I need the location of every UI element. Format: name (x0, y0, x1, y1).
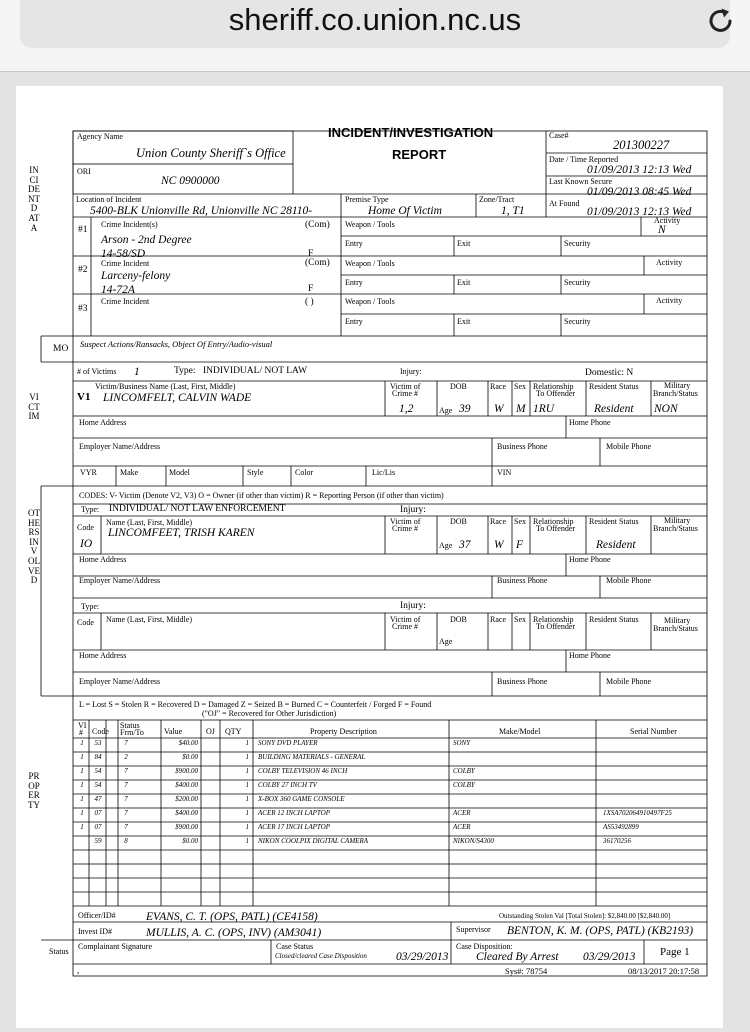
property-cell-qty: 1 (245, 739, 249, 747)
property-cell-desc: SONY DVD PLAYER (258, 739, 318, 747)
side-label-others-involved: OTHERSINVOLVED (28, 508, 40, 586)
victim-race-label: Race (490, 382, 506, 391)
others-race-label-2: Race (490, 615, 506, 624)
crime-2-number: #2 (78, 265, 88, 275)
property-cell-make: COLBY (453, 781, 475, 789)
victim-home-address-label: Home Address (79, 418, 127, 427)
officer-label: Officer/ID# (78, 911, 116, 920)
others-voc-label2-2: Crime # (392, 622, 418, 631)
invest-value: MULLIS, A. C. (OPS, INV) (AM3041) (146, 927, 322, 939)
others-name-label-1: Name (Last, First, Middle) (106, 518, 192, 527)
property-cell-desc: ACER 12 INCH LAPTOP (258, 809, 331, 817)
case-status-label: Case Status (276, 942, 314, 951)
others-injury-label-1: Injury: (400, 505, 426, 515)
crime-3-entry-label: Entry (345, 317, 363, 326)
outstanding-stolen: Outstanding Stolen Val [Total Stolen]: $2,840.00 [$2,840.00] (499, 912, 671, 920)
others-name-label-2: Name (Last, First, Middle) (106, 615, 192, 624)
property-cell-code: 84 (94, 753, 102, 761)
crime-3-security-label: Security (564, 317, 591, 326)
col-qty: QTY (225, 727, 242, 736)
property-cell-code: 53 (94, 739, 102, 747)
vehicle-color-label: Color (295, 468, 314, 477)
property-cell-desc: COLBY TELEVISION 46 INCH (258, 767, 348, 775)
property-cell-qty: 1 (245, 809, 249, 817)
url-text[interactable]: sheriff.co.union.nc.us (228, 2, 522, 37)
footer-comma: , (77, 965, 80, 975)
victim-sex: M (516, 403, 526, 415)
property-cell-value: $400.00 (175, 809, 198, 817)
crime-2-label: Crime Incident (101, 259, 150, 268)
crime-1-exit-label: Exit (457, 239, 471, 248)
crime-2-weapon-label: Weapon / Tools (345, 259, 395, 268)
victim-type-label: Type: (174, 366, 196, 376)
found-value: 01/09/2013 12:13 Wed (587, 206, 692, 218)
reported-label: Date / Time Reported (549, 155, 619, 164)
crime-1-label: Crime Incident(s) (101, 220, 158, 229)
property-cell-status: 7 (124, 739, 128, 747)
others-race-label-1: Race (490, 517, 506, 526)
property-cell-qty: 1 (245, 767, 249, 775)
ori-value: NC 0900000 (161, 175, 220, 187)
victim-sex-label: Sex (514, 382, 526, 391)
property-cell-vi: 1 (80, 795, 84, 803)
victim-business-phone-label: Business Phone (497, 442, 548, 451)
crime-2-com: (Com) (305, 258, 330, 268)
disposition-value: Cleared By Arrest (476, 951, 559, 963)
victim-count-label: # of Victims (77, 367, 117, 376)
agency-name: Union County Sheriff`s Office (136, 146, 286, 160)
printed-timestamp: 08/13/2017 20:17:58 (628, 966, 700, 976)
crime-1-security-label: Security (564, 239, 591, 248)
others-age-label-2: Age (439, 637, 453, 646)
complainant-signature-label: Complainant Signature (78, 942, 152, 951)
others-code-label-2: Code (77, 618, 94, 627)
victim-domestic: Domestic: N (585, 368, 634, 378)
crime-1-weapon-label: Weapon / Tools (345, 220, 395, 229)
crime-2-f: F (308, 284, 314, 294)
victim-mobile-phone-label: Mobile Phone (606, 442, 652, 451)
crime-3-weapon-label: Weapon / Tools (345, 297, 395, 306)
others-res-label-2: Resident Status (589, 615, 639, 624)
others-rel-label1-2: Relationship (533, 615, 574, 624)
victim-injury-label: Injury: (400, 367, 422, 376)
others-mil-label1-2: Military (664, 616, 691, 625)
premise-value: Home Of Victim (368, 205, 442, 217)
others-type-1: INDIVIDUAL/ NOT LAW ENFORCEMENT (109, 504, 286, 514)
location-value: 5400-BLK Unionville Rd, Unionville NC 28110- (90, 205, 313, 217)
col-make-model: Make/Model (499, 727, 541, 736)
premise-label: Premise Type (345, 195, 389, 204)
col-vi-2: # (79, 728, 83, 737)
crime-3-number: #3 (78, 304, 88, 314)
others-type-label-2: Type: (81, 602, 100, 611)
property-cell-value: $200.00 (175, 795, 198, 803)
side-label-victim: VICTIM (28, 392, 40, 422)
victim-res-label: Resident Status (589, 382, 639, 391)
property-cell-qty: 1 (245, 823, 249, 831)
crime-2-code: 14-72A (101, 284, 135, 296)
ori-label: ORI (77, 167, 91, 176)
property-cell-code: 59 (94, 837, 102, 845)
disposition-date: 03/29/2013 (583, 951, 636, 963)
vehicle-model-label: Model (169, 468, 190, 477)
victim-rel: 1RU (533, 403, 555, 415)
others-mobile-phone-label-1: Mobile Phone (606, 576, 652, 585)
victim-race: W (494, 403, 504, 415)
property-cell-make: ACER (453, 823, 471, 831)
property-cell-serial: 36170256 (603, 837, 631, 845)
victim-v1: V1 (77, 391, 91, 403)
sys-number: Sys#: 78754 (505, 966, 548, 976)
vehicle-liclis-label: Lic/Lis (372, 468, 396, 477)
supervisor-label: Supervisor (456, 925, 491, 934)
others-rel-label1-1: Relationship (533, 517, 574, 526)
property-cell-status: 8 (124, 837, 128, 845)
invest-label: Invest ID# (78, 927, 112, 936)
property-cell-vi: 1 (80, 781, 84, 789)
others-mil-label1-1: Military (664, 516, 691, 525)
property-cell-vi: 1 (80, 823, 84, 831)
victim-employer-label: Employer Name/Address (79, 442, 161, 451)
others-home-phone-label-2: Home Phone (569, 651, 611, 660)
others-home-phone-label-1: Home Phone (569, 555, 611, 564)
others-code-label-1: Code (77, 523, 94, 532)
others-business-phone-label-2: Business Phone (497, 677, 548, 686)
crime-1-f: F (308, 249, 314, 259)
crime-1-entry-label: Entry (345, 239, 363, 248)
victim-rel-label1: Relationship (533, 382, 574, 391)
others-codes: CODES: V- Victim (Denote V2, V3) O = Owner (if other than victim) R = Reporting Person (if other than victim) (79, 491, 444, 500)
property-cell-status: 7 (124, 809, 128, 817)
page-number: Page 1 (660, 946, 690, 958)
others-business-phone-label-1: Business Phone (497, 576, 548, 585)
others-mil-label2-1: Branch/Status (653, 524, 698, 533)
browser-toolbar (0, 0, 750, 72)
address-bar[interactable] (20, 0, 730, 48)
col-serial: Serial Number (630, 727, 677, 736)
location-label: Location of Incident (76, 195, 142, 204)
others-sex-label-1: Sex (514, 517, 526, 526)
mo-text: Suspect Actions/Ransacks, Object Of Entry/Audio-visual (80, 339, 273, 349)
found-label: At Found (549, 199, 580, 208)
others-home-address-label-1: Home Address (79, 555, 127, 564)
property-cell-qty: 1 (245, 781, 249, 789)
property-cell-status: 7 (124, 795, 128, 803)
property-cell-vi: 1 (80, 809, 84, 817)
property-cell-status: 2 (124, 753, 128, 761)
others-voc-label1-1: Victim of (390, 517, 421, 526)
others-name-1: LINCOMFEET, TRISH KAREN (108, 527, 255, 539)
crime-2-entry-label: Entry (345, 278, 363, 287)
side-label-mo: MO (53, 344, 69, 354)
victim-mil-label1: Military (664, 381, 691, 390)
victim-voc: 1,2 (399, 403, 414, 415)
side-label-property: PROPERTY (28, 771, 40, 810)
crime-1-activity-label: Activity (654, 216, 681, 225)
crime-1-code: 14-58/SD (101, 248, 146, 260)
property-cell-qty: 1 (245, 795, 249, 803)
col-vi-1: VI (78, 721, 87, 730)
others-age-label-1: Age (439, 541, 453, 550)
others-res-1: Resident (596, 539, 636, 551)
others-race-1: W (494, 539, 504, 551)
col-value: Value (164, 727, 183, 736)
victim-name-label: Victim/Business Name (Last, First, Middle) (95, 382, 236, 391)
victim-count: 1 (134, 366, 140, 378)
property-cell-value: $400.00 (175, 781, 198, 789)
victim-type: INDIVIDUAL/ NOT LAW (203, 366, 308, 376)
property-cell-code: 07 (94, 823, 102, 831)
victim-name: LINCOMFELT, CALVIN WADE (103, 392, 252, 404)
property-legend-oj: ("OJ" = Recovered for Other Jurisdiction) (202, 709, 337, 718)
others-type-label-1: Type: (81, 505, 100, 514)
property-cell-make: ACER (453, 809, 471, 817)
property-cell-status: 7 (124, 767, 128, 775)
property-cell-value: $40.00 (178, 739, 198, 747)
property-cell-desc: NIKON COOLPIX DIGITAL CAMERA (258, 837, 368, 845)
property-legend: L = Lost S = Stolen R = Recovered D = Damaged Z = Seized B = Burned C = Counterfeit / Forged F = Found (79, 700, 432, 709)
case-status-value: Closed/cleared Case Disposition (275, 952, 367, 960)
property-cell-value: $900.00 (175, 823, 198, 831)
property-cell-serial: 1XSA702064910497F25 (603, 809, 672, 817)
reload-icon[interactable] (703, 2, 739, 38)
victim-rel-label2: To Offender (536, 389, 576, 398)
property-cell-qty: 1 (245, 837, 249, 845)
report-page (16, 86, 723, 1028)
crime-2-activity-label: Activity (656, 258, 683, 267)
secure-label: Last Known Secure (549, 177, 613, 186)
crime-2-name: Larceny-felony (101, 270, 171, 282)
case-label: Case# (549, 131, 569, 140)
others-sex-1: F (516, 539, 524, 551)
zone-label: Zone/Tract (479, 195, 515, 204)
others-dob-label-2: DOB (450, 615, 467, 624)
victim-age-label: Age (439, 406, 453, 415)
vehicle-vin-label: VIN (497, 468, 512, 477)
property-cell-code: 54 (94, 767, 102, 775)
col-code: Code (92, 727, 109, 736)
property-cell-status: 7 (124, 823, 128, 831)
others-age-1: 37 (459, 539, 471, 551)
victim-dob-label: DOB (450, 382, 467, 391)
property-cell-make: COLBY (453, 767, 475, 775)
others-voc-label2-1: Crime # (392, 524, 418, 533)
others-employer-label-2: Employer Name/Address (79, 677, 161, 686)
others-code-1: IO (80, 538, 93, 550)
victim-mil: NON (654, 403, 678, 415)
property-cell-code: 07 (94, 809, 102, 817)
others-employer-label-1: Employer Name/Address (79, 576, 161, 585)
case-number: 201300227 (613, 138, 670, 152)
victim-mil-label2: Branch/Status (653, 389, 698, 398)
property-cell-desc: BUILDING MATERIALS - GENERAL (258, 753, 366, 761)
crime-1-activity: N (658, 224, 666, 236)
others-rel-label2-1: To Offender (536, 524, 576, 533)
property-cell-make: SONY (453, 739, 471, 747)
property-cell-code: 47 (94, 795, 102, 803)
others-mil-label2-2: Branch/Status (653, 624, 698, 633)
report-title-line2: REPORT (392, 147, 447, 162)
property-cell-value: $0.00 (182, 753, 198, 761)
agency-label: Agency Name (77, 132, 123, 141)
property-cell-make: NIKON/S4300 (453, 837, 494, 845)
others-mobile-phone-label-2: Mobile Phone (606, 677, 652, 686)
others-dob-label-1: DOB (450, 517, 467, 526)
report-title-line1: INCIDENT/INVESTIGATION (328, 125, 494, 140)
property-cell-desc: ACER 17 INCH LAPTOP (258, 823, 331, 831)
col-oj: OJ (206, 727, 215, 736)
others-rel-label2-2: To Offender (536, 622, 576, 631)
crime-3-com: ( ) (305, 297, 314, 307)
vehicle-vyr-label: VYR (80, 468, 97, 477)
others-sex-label-2: Sex (514, 615, 526, 624)
case-status-date: 03/29/2013 (396, 951, 449, 963)
secure-value: 01/09/2013 08:45 Wed (587, 186, 692, 198)
property-cell-qty: 1 (245, 753, 249, 761)
crime-2-security-label: Security (564, 278, 591, 287)
others-home-address-label-2: Home Address (79, 651, 127, 660)
crime-1-com: (Com) (305, 220, 330, 230)
victim-age: 39 (459, 403, 471, 415)
side-label-incident-data: INCIDENTDATA (28, 165, 40, 233)
crime-1-number: #1 (78, 225, 88, 235)
property-cell-desc: COLBY 27 INCH TV (258, 781, 317, 789)
crime-3-label: Crime Incident (101, 297, 150, 306)
col-description: Property Description (310, 727, 377, 736)
property-cell-value: $0.00 (182, 837, 198, 845)
property-cell-vi: 1 (80, 739, 84, 747)
others-res-label-1: Resident Status (589, 517, 639, 526)
property-cell-value: $900.00 (175, 767, 198, 775)
victim-res: Resident (594, 403, 634, 415)
crime-3-exit-label: Exit (457, 317, 471, 326)
zone-value: 1, T1 (501, 205, 525, 217)
vehicle-make-label: Make (120, 468, 139, 477)
disposition-label: Case Disposition: (456, 942, 513, 951)
victim-voc-label1: Victim of (390, 382, 421, 391)
status-label: Status (49, 947, 69, 956)
crime-1-name: Arson - 2nd Degree (101, 234, 192, 246)
officer-value: EVANS, C. T. (OPS, PATL) (CE4158) (146, 911, 318, 923)
property-cell-serial: AS53492899 (603, 823, 639, 831)
vehicle-style-label: Style (247, 468, 264, 477)
property-cell-desc: X-BOX 360 GAME CONSOLE (258, 795, 345, 803)
supervisor-value: BENTON, K. M. (OPS, PATL) (KB2193) (507, 925, 694, 937)
property-cell-vi: 1 (80, 767, 84, 775)
crime-2-exit-label: Exit (457, 278, 471, 287)
victim-voc-label2: Crime # (392, 389, 418, 398)
col-status-1: Status (120, 721, 140, 730)
victim-home-phone-label: Home Phone (569, 418, 611, 427)
property-cell-status: 7 (124, 781, 128, 789)
crime-3-activity-label: Activity (656, 296, 683, 305)
property-cell-vi: 1 (80, 753, 84, 761)
others-injury-label-2: Injury: (400, 601, 426, 611)
reported-value: 01/09/2013 12:13 Wed (587, 164, 692, 176)
col-status-2: Frm/To (120, 728, 144, 737)
others-voc-label1-2: Victim of (390, 615, 421, 624)
property-cell-code: 54 (94, 781, 102, 789)
